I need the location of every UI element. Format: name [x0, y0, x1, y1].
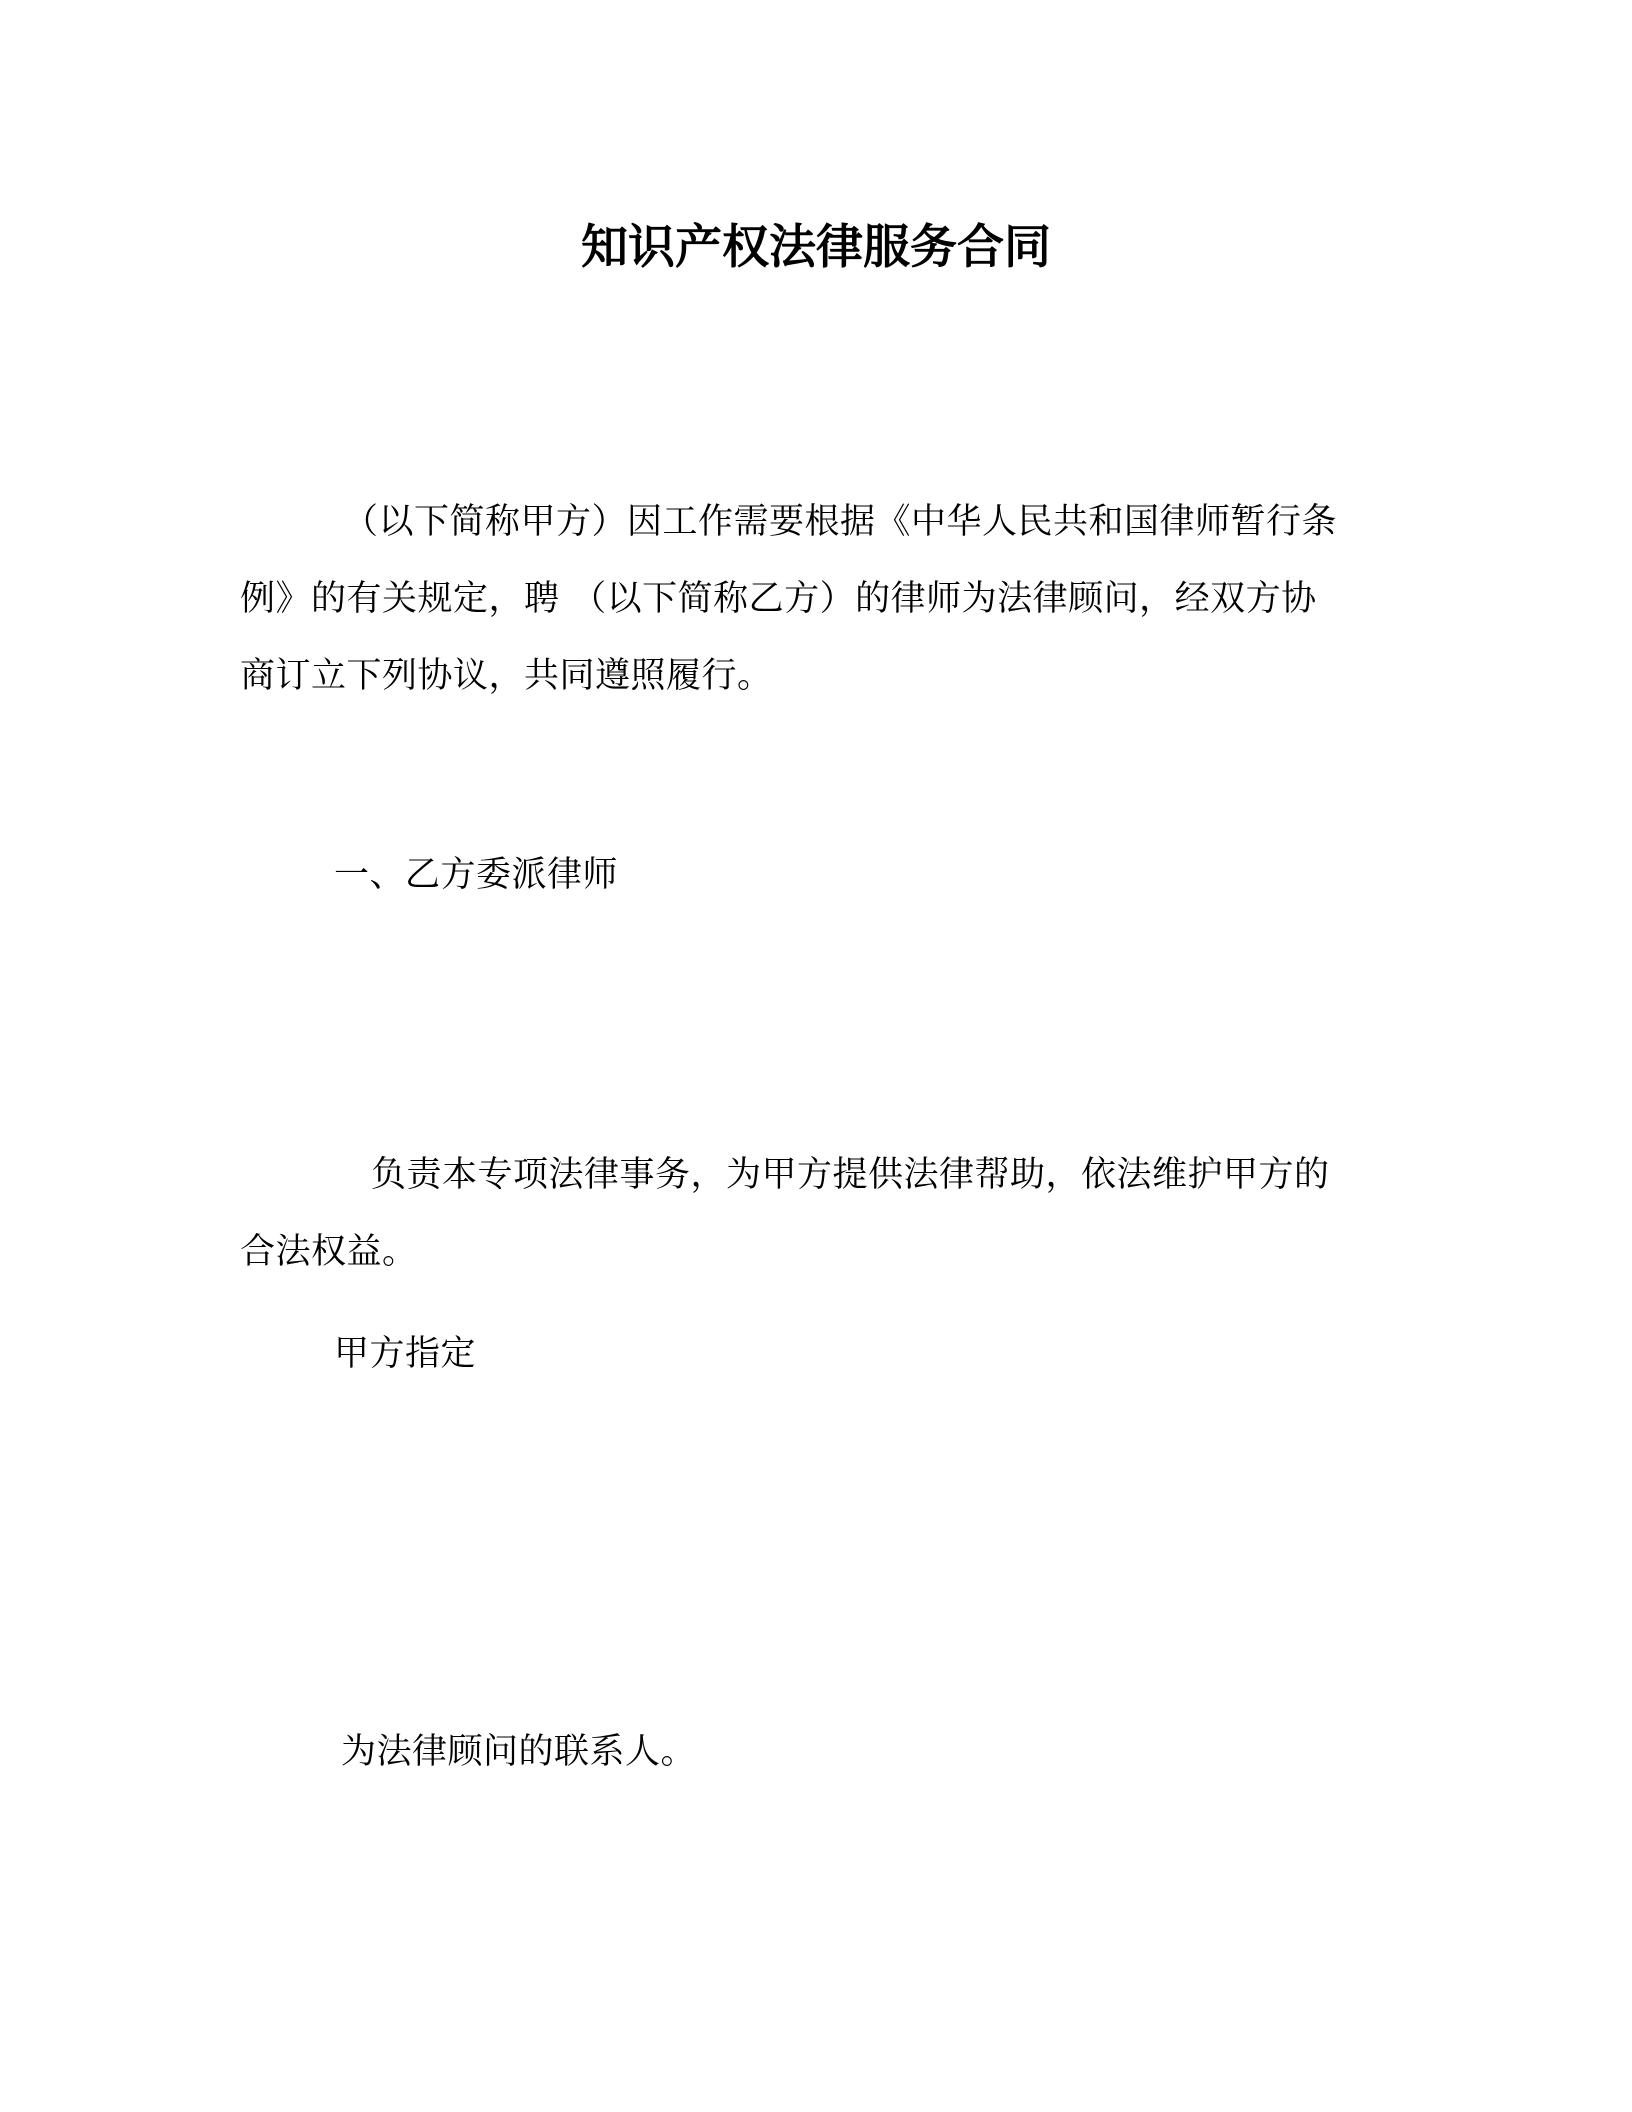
- paragraph-3: 甲方指定: [334, 1334, 477, 1374]
- paragraph-1-line-3: 商订立下列协议，共同遵照履行。: [240, 656, 773, 696]
- document-title: 知识产权法律服务合同: [581, 220, 1051, 275]
- paragraph-1-line-1: （以下简称甲方）因工作需要根据《中华人民共和国律师暂行条: [343, 502, 1338, 542]
- paragraph-1-line-2: 例》的有关规定，聘 （以下简称乙方）的律师为法律顾问，经双方协: [240, 579, 1317, 619]
- section-1-heading: 一、乙方委派律师: [334, 855, 619, 895]
- paragraph-2-line-2: 合法权益。: [240, 1232, 418, 1272]
- paragraph-2-line-1: 负责本专项法律事务，为甲方提供法律帮助，依法维护甲方的: [371, 1155, 1330, 1195]
- paragraph-4: 为法律顾问的联系人。: [341, 1732, 697, 1772]
